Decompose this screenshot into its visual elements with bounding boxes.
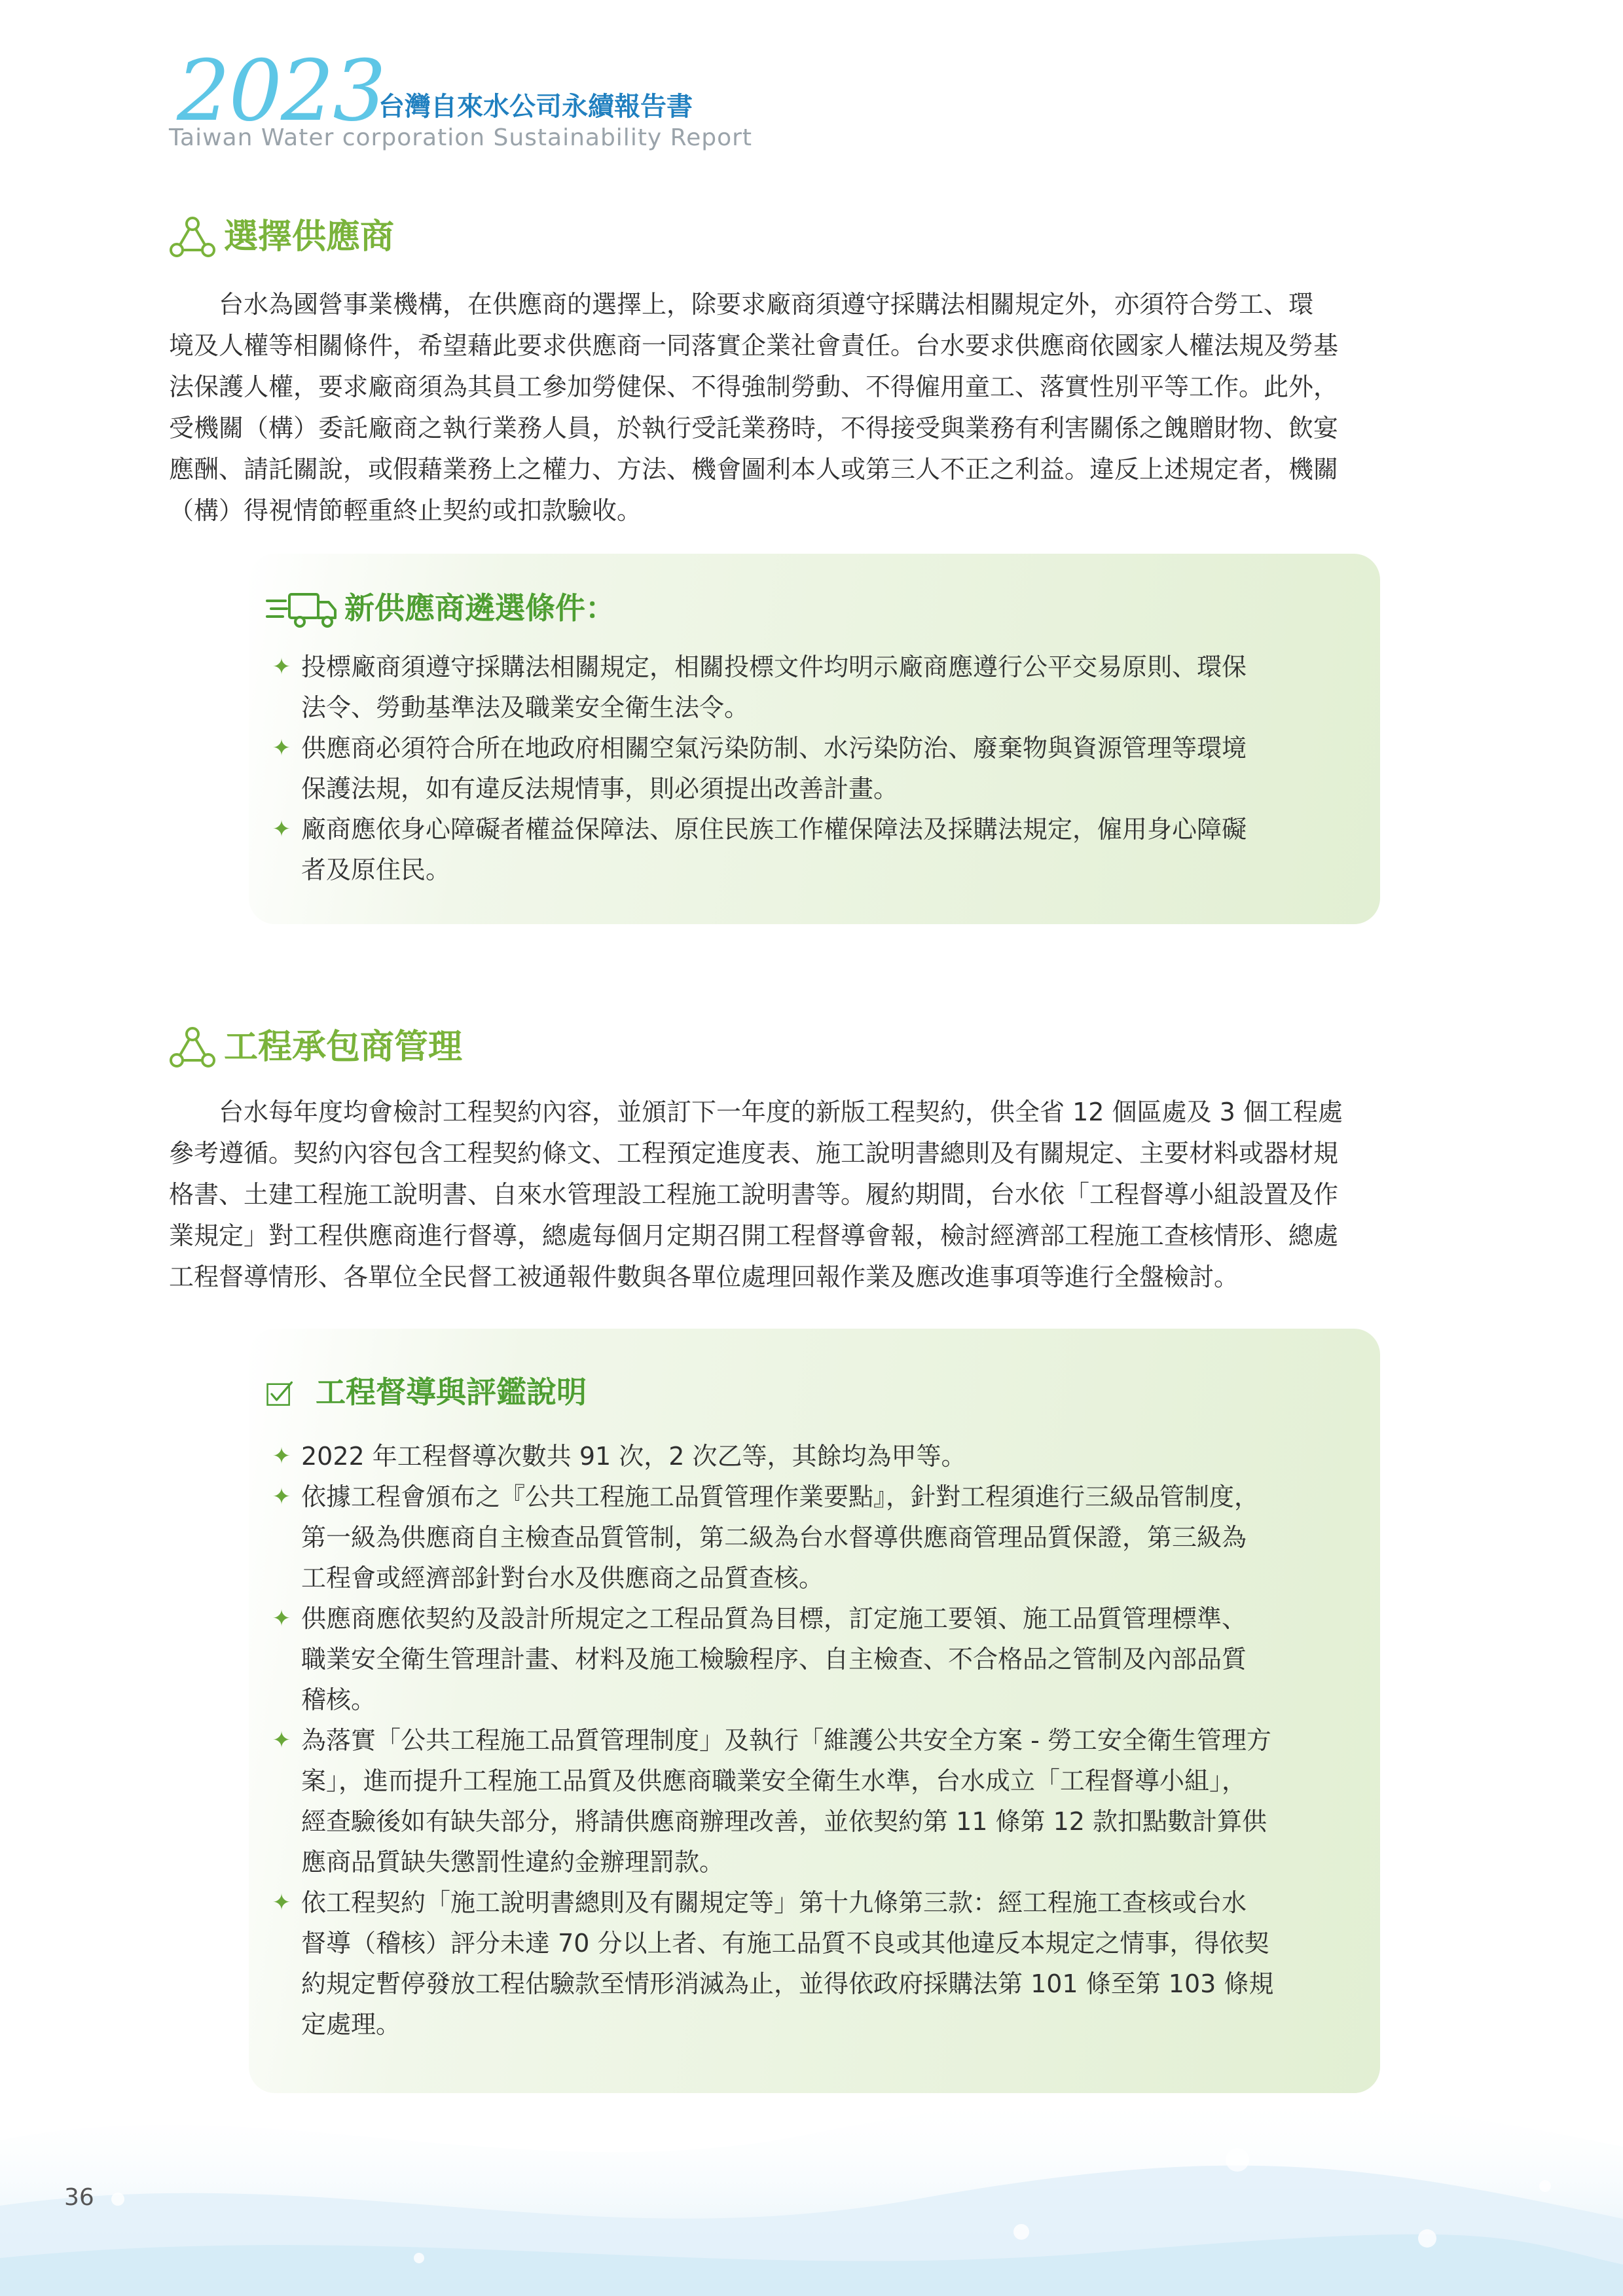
list-item-line: 者及原住民。: [301, 855, 451, 884]
bullet-star-icon: ✦: [272, 816, 291, 842]
supervision-evaluation-box: [249, 1329, 1380, 2093]
box-title: 新供應商遴選條件：: [344, 590, 615, 626]
list-item: [268, 1477, 1355, 1598]
paragraph-line: 台水每年度均會檢討工程契約內容，並頒訂下一年度的新版工程契約，供全省 12 個區處及 3 個工程處: [169, 1098, 1343, 1126]
list-item-line: 職業安全衛生管理計畫、材料及施工檢驗程序、自主檢查、不合格品之管制及內部品質: [301, 1645, 1247, 1674]
section-heading-contractor-management: [169, 1021, 758, 1073]
report-header: [169, 43, 889, 157]
list-item: [268, 1598, 1355, 1720]
paragraph-line: 格書、土建工程施工說明書、自來水管理設工程施工說明書等。履約期間，台水依「工程督導小組設置及作: [169, 1180, 1339, 1209]
list-item-line: 依工程契約「施工說明書總則及有關規定等」第十九條第三款：經工程施工查核或台水: [301, 1888, 1247, 1917]
paragraph-line: 參考遵循。契約內容包含工程契約條文、工程預定進度表、施工說明書總則及有關規定、主要材料或器材規: [169, 1139, 1339, 1168]
list-item-line: 稽核。: [301, 1685, 376, 1714]
network-nodes-icon: [169, 1026, 216, 1069]
list-item-line: 定處理。: [301, 2010, 401, 2039]
report-year: 2023: [177, 43, 385, 140]
evaluation-list: [268, 1436, 1355, 2045]
bullet-star-icon: ✦: [272, 654, 291, 680]
section-title: 選擇供應商: [224, 217, 395, 257]
water-wave-decoration: [0, 2062, 1623, 2296]
list-item: [268, 728, 1355, 809]
paragraph-line: 應酬、請託關說，或假藉業務上之權力、方法、機會圖利本人或第三人不正之利益。違反上述規定者，機關: [169, 455, 1339, 484]
list-item-line: 經查驗後如有缺失部分，將請供應商辦理改善，並依契約第 11 條第 12 款扣點數計算供: [301, 1807, 1267, 1836]
list-item-line: 工程會或經濟部針對台水及供應商之品質查核。: [301, 1564, 824, 1592]
paragraph-line: 境及人權等相關條件，希望藉此要求供應商一同落實企業社會責任。台水要求供應商依國家人權法規及勞基: [169, 331, 1339, 360]
list-item-line: 約規定暫停發放工程估驗款至情形消滅為止，並得依政府採購法第 101 條至第 103 條規: [301, 1969, 1274, 1998]
list-item-line: 案」，進而提升工程施工品質及供應商職業安全衛生水準，台水成立「工程督導小組」，: [301, 1767, 1247, 1795]
list-item-line: 供應商必須符合所在地政府相關空氣污染防制、水污染防治、廢棄物與資源管理等環境: [301, 734, 1247, 762]
delivery-truck-icon: [266, 590, 338, 630]
list-item-line: 依據工程會頒布之『公共工程施工品質管理作業要點』，針對工程須進行三級品管制度，: [301, 1482, 1260, 1511]
list-item: [268, 1720, 1355, 1882]
list-item-line: 第一級為供應商自主檢查品質管制，第二級為台水督導供應商管理品質保證，第三級為: [301, 1523, 1247, 1552]
section-heading-supplier-selection: [169, 211, 758, 263]
box-title: 工程督導與評鑑說明: [316, 1374, 587, 1410]
report-title-zh: 台灣自來水公司永續報告書: [378, 92, 693, 122]
paragraph-line: 台水為國營事業機構，在供應商的選擇上，除要求廠商須遵守採購法相關規定外，亦須符合勞工、環: [169, 290, 1314, 319]
list-item-line: 保護法規，如有違反法規情事，則必須提出改善計畫。: [301, 774, 899, 803]
section-title: 工程承包商管理: [224, 1028, 463, 1067]
paragraph-line: 受機關（構）委託廠商之執行業務人員，於執行受託業務時，不得接受與業務有利害關係之餽贈財物、飲宴: [169, 414, 1339, 442]
bullet-star-icon: ✦: [272, 735, 291, 761]
list-item: [268, 647, 1355, 728]
supplier-selection-paragraph: [169, 284, 1452, 531]
list-item-line: 投標廠商須遵守採購法相關規定，相關投標文件均明示廠商應遵行公平交易原則、環保: [301, 653, 1247, 681]
checkbox-icon: [266, 1374, 312, 1414]
bullet-star-icon: ✦: [272, 1443, 291, 1469]
criteria-list: [268, 647, 1355, 890]
contractor-management-paragraph: [169, 1092, 1452, 1298]
list-item-line: 供應商應依契約及設計所規定之工程品質為目標，訂定施工要領、施工品質管理標準、: [301, 1604, 1247, 1633]
new-supplier-criteria-box: [249, 554, 1380, 924]
list-item: [268, 1436, 1355, 1477]
list-item-line: 應商品質缺失懲罰性違約金辦理罰款。: [301, 1848, 725, 1876]
paragraph-line: 業規定」對工程供應商進行督導，總處每個月定期召開工程督導會報，檢討經濟部工程施工查核情形、總處: [169, 1221, 1339, 1250]
list-item: [268, 1882, 1355, 2045]
list-item-line: 法令、勞動基準法及職業安全衛生法令。: [301, 693, 750, 722]
paragraph-line: 工程督導情形、各單位全民督工被通報件數與各單位處理回報作業及應改進事項等進行全盤檢討。: [169, 1263, 1239, 1291]
list-item-line: 為落實「公共工程施工品質管理制度」及執行「維護公共安全方案 - 勞工安全衛生管理方: [301, 1726, 1271, 1755]
list-item-line: 2022 年工程督導次數共 91 次，2 次乙等，其餘均為甲等。: [301, 1442, 966, 1471]
paragraph-line: （構）得視情節輕重終止契約或扣款驗收。: [169, 496, 642, 525]
bullet-star-icon: ✦: [272, 1890, 291, 1916]
page-number: 36: [64, 2184, 94, 2211]
list-item: [268, 809, 1355, 890]
report-title-en: Taiwan Water corporation Sustainability Report: [169, 124, 753, 151]
bullet-star-icon: ✦: [272, 1605, 291, 1632]
paragraph-line: 法保護人權，要求廠商須為其員工參加勞健保、不得強制勞動、不得僱用童工、落實性別平等工作。此外，: [169, 372, 1339, 401]
box-heading: [266, 1369, 1051, 1415]
box-heading: [266, 585, 1051, 631]
bullet-star-icon: ✦: [272, 1727, 291, 1753]
list-item-line: 督導（稽核）評分未達 70 分以上者、有施工品質不良或其他違反本規定之情事，得依契: [301, 1929, 1269, 1958]
network-nodes-icon: [169, 216, 216, 259]
list-item-line: 廠商應依身心障礙者權益保障法、原住民族工作權保障法及採購法規定，僱用身心障礙: [301, 815, 1247, 844]
bullet-star-icon: ✦: [272, 1484, 291, 1510]
